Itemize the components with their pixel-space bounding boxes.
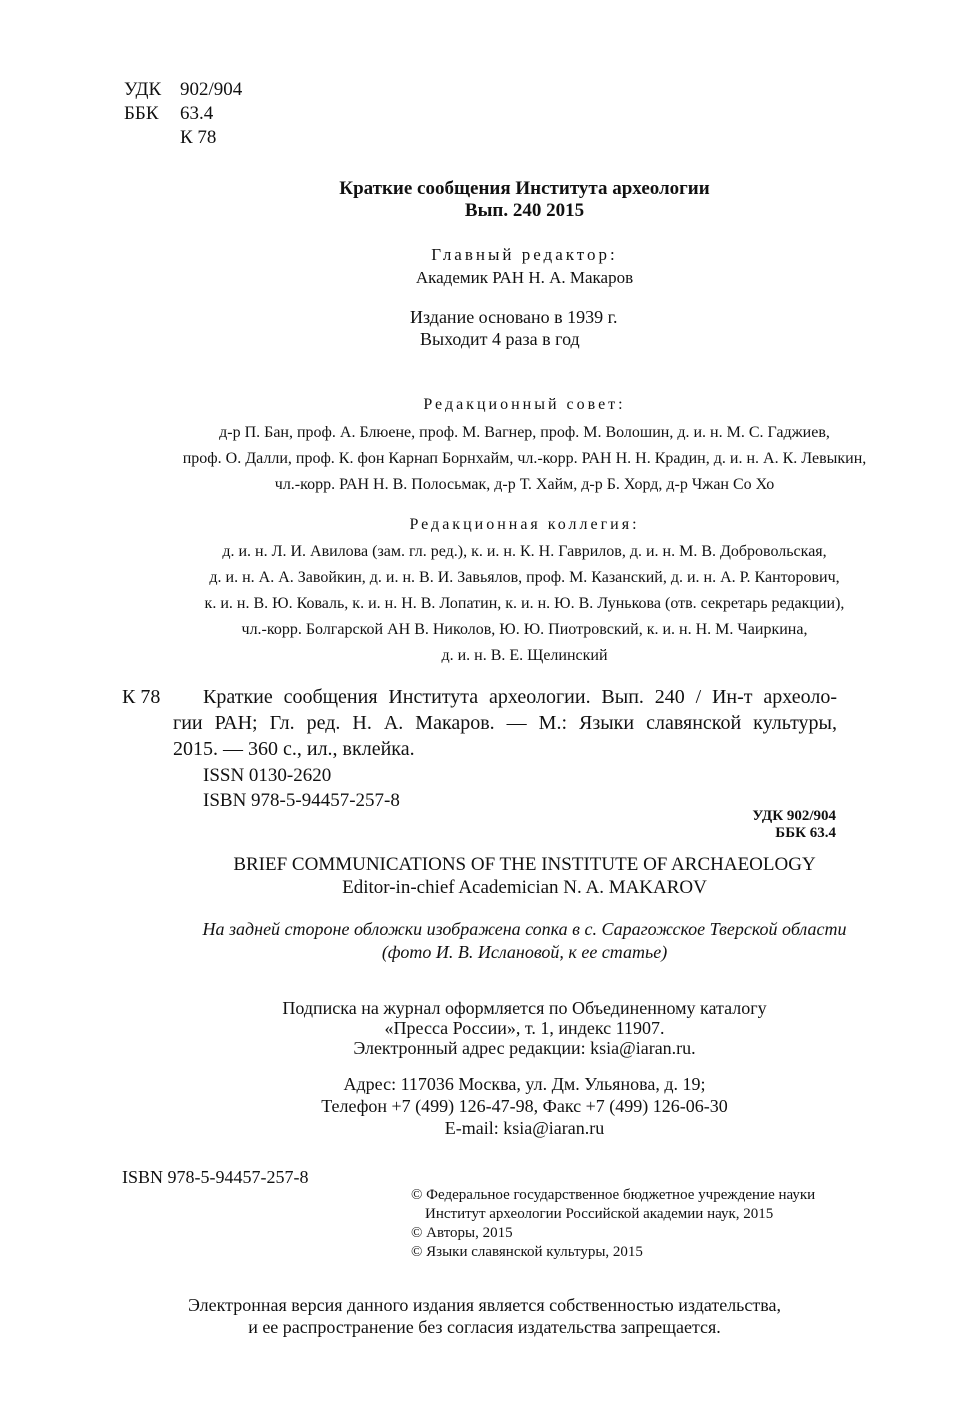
cover-note xyxy=(40,918,969,964)
udk-right: УДК 902/904 xyxy=(752,808,836,824)
english-line-2: Editor-in-chief Academician N. A. MAKAROV xyxy=(342,877,707,898)
copyright-line-2: Институт археологии Российской академии наук, 2015 xyxy=(425,1206,774,1222)
copyright-line-4: © Языки славянской культуры, 2015 xyxy=(411,1244,643,1260)
board-line: к. и. н. В. Ю. Коваль, к. и. н. Н. В. Лопатин, к. и. н. Ю. В. Лунькова (отв. секретарь редакции), xyxy=(204,595,845,612)
journal-title xyxy=(40,178,969,222)
chief-editor-heading: Главный редактор: xyxy=(431,245,618,264)
contacts xyxy=(40,1073,969,1139)
subscription-line-3: Электронный адрес редакции: ksia@iaran.ru. xyxy=(353,1038,696,1058)
chief-editor-name: Академик РАН Н. А. Макаров xyxy=(415,268,634,287)
bbk-label: ББК xyxy=(124,103,159,124)
isbn: ISBN 978-5-94457-257-8 xyxy=(203,790,400,811)
editorial-council-heading: Редакционный совет: xyxy=(423,396,626,413)
english-title xyxy=(40,853,969,899)
author-mark: К 78 xyxy=(180,127,217,148)
udk-bbk-right xyxy=(700,808,836,842)
bibliographic-line-3: 2015. — 360 с., ил., вклейка. xyxy=(173,738,415,760)
chief-editor xyxy=(40,244,969,288)
founded-line-2: Выходит 4 раза в год xyxy=(420,329,580,349)
board-line: чл.-корр. Болгарской АН В. Николов, Ю. Ю. Пиотровский, к. и. н. Н. М. Чаиркина, xyxy=(241,621,808,638)
bibliographic-line-1: Краткие сообщения Института археологии. Вып. 240 / Ин-т археоло- xyxy=(203,686,837,708)
email: E-mail: ksia@iaran.ru xyxy=(444,1118,605,1138)
subscription-info xyxy=(40,998,969,1058)
council-line: проф. О. Далли, проф. К. фон Карнап Борнхайм, чл.-корр. РАН Н. Н. Крадин, д. и. н. А. К. Левыкин, xyxy=(182,450,867,467)
subscription-line-1: Подписка на журнал оформляется по Объединенному каталогу xyxy=(282,998,767,1018)
editorial-board-heading: Редакционная коллегия: xyxy=(409,516,640,533)
footer-line-2: и ее распространение без согласия издательства запрещается. xyxy=(248,1317,721,1337)
editorial-board xyxy=(40,515,969,669)
bibliographic-line-2: гии РАН; Гл. ред. Н. А. Макаров. — М.: Языки славянской культуры, xyxy=(173,712,837,734)
udk-label: УДК xyxy=(124,79,162,100)
bibliographic-identifiers xyxy=(203,763,400,813)
board-line: д. и. н. В. Е. Щелинский xyxy=(441,647,608,664)
copyright-block xyxy=(411,1186,815,1262)
founded-line-1: Издание основано в 1939 г. xyxy=(410,307,618,327)
phone-fax: Телефон +7 (499) 126-47-98, Факс +7 (499) 126-06-30 xyxy=(321,1096,728,1116)
copyright-line-3: © Авторы, 2015 xyxy=(411,1225,513,1241)
footer-notice xyxy=(0,1294,969,1338)
editorial-council xyxy=(40,395,969,498)
council-line: чл.-корр. РАН Н. В. Полосьмак, д-р Т. Хайм, д-р Б. Хорд, д-р Чжан Со Хо xyxy=(274,476,775,493)
isbn-bottom: ISBN 978-5-94457-257-8 xyxy=(122,1167,309,1187)
council-line: д-р П. Бан, проф. А. Блюене, проф. М. Вагнер, проф. М. Волошин, д. и. н. М. С. Гаджиев, xyxy=(219,424,830,441)
cover-note-line-1: На задней стороне обложки изображена сопка в с. Сарагожское Тверской области xyxy=(202,919,847,939)
bbk-value: 63.4 xyxy=(180,103,214,124)
title-line-1: Краткие сообщения Института археологии xyxy=(339,178,710,199)
address: Адрес: 117036 Москва, ул. Дм. Ульянова, д. 19; xyxy=(343,1074,706,1094)
title-line-2: Вып. 240 2015 xyxy=(464,200,585,221)
bibliographic-entry xyxy=(173,684,837,762)
board-line: д. и. н. Л. И. Авилова (зам. гл. ред.), к. и. н. К. Н. Гаврилов, д. и. н. М. В. Добровольская, xyxy=(222,543,827,560)
founded-info xyxy=(410,306,618,350)
footer-line-1: Электронная версия данного издания является собственностью издательства, xyxy=(188,1295,781,1315)
copyright-line-1: © Федеральное государственное бюджетное учреждение науки xyxy=(411,1187,816,1203)
udk-block xyxy=(124,78,242,150)
bbk-right: ББК 63.4 xyxy=(775,825,836,841)
issn: ISSN 0130-2620 xyxy=(203,765,332,786)
bibliographic-mark: К 78 xyxy=(122,686,161,708)
udk-value: 902/904 xyxy=(180,79,243,100)
cover-note-line-2: (фото И. В. Ислановой, к ее статье) xyxy=(381,942,668,962)
board-line: д. и. н. А. А. Завойкин, д. и. н. В. И. Завьялов, проф. М. Казанский, д. и. н. А. Р. Канторович, xyxy=(209,569,840,586)
english-line-1: BRIEF COMMUNICATIONS OF THE INSTITUTE OF ARCHAEOLOGY xyxy=(233,854,816,875)
subscription-line-2: «Пресса России», т. 1, индекс 11907. xyxy=(384,1018,665,1038)
